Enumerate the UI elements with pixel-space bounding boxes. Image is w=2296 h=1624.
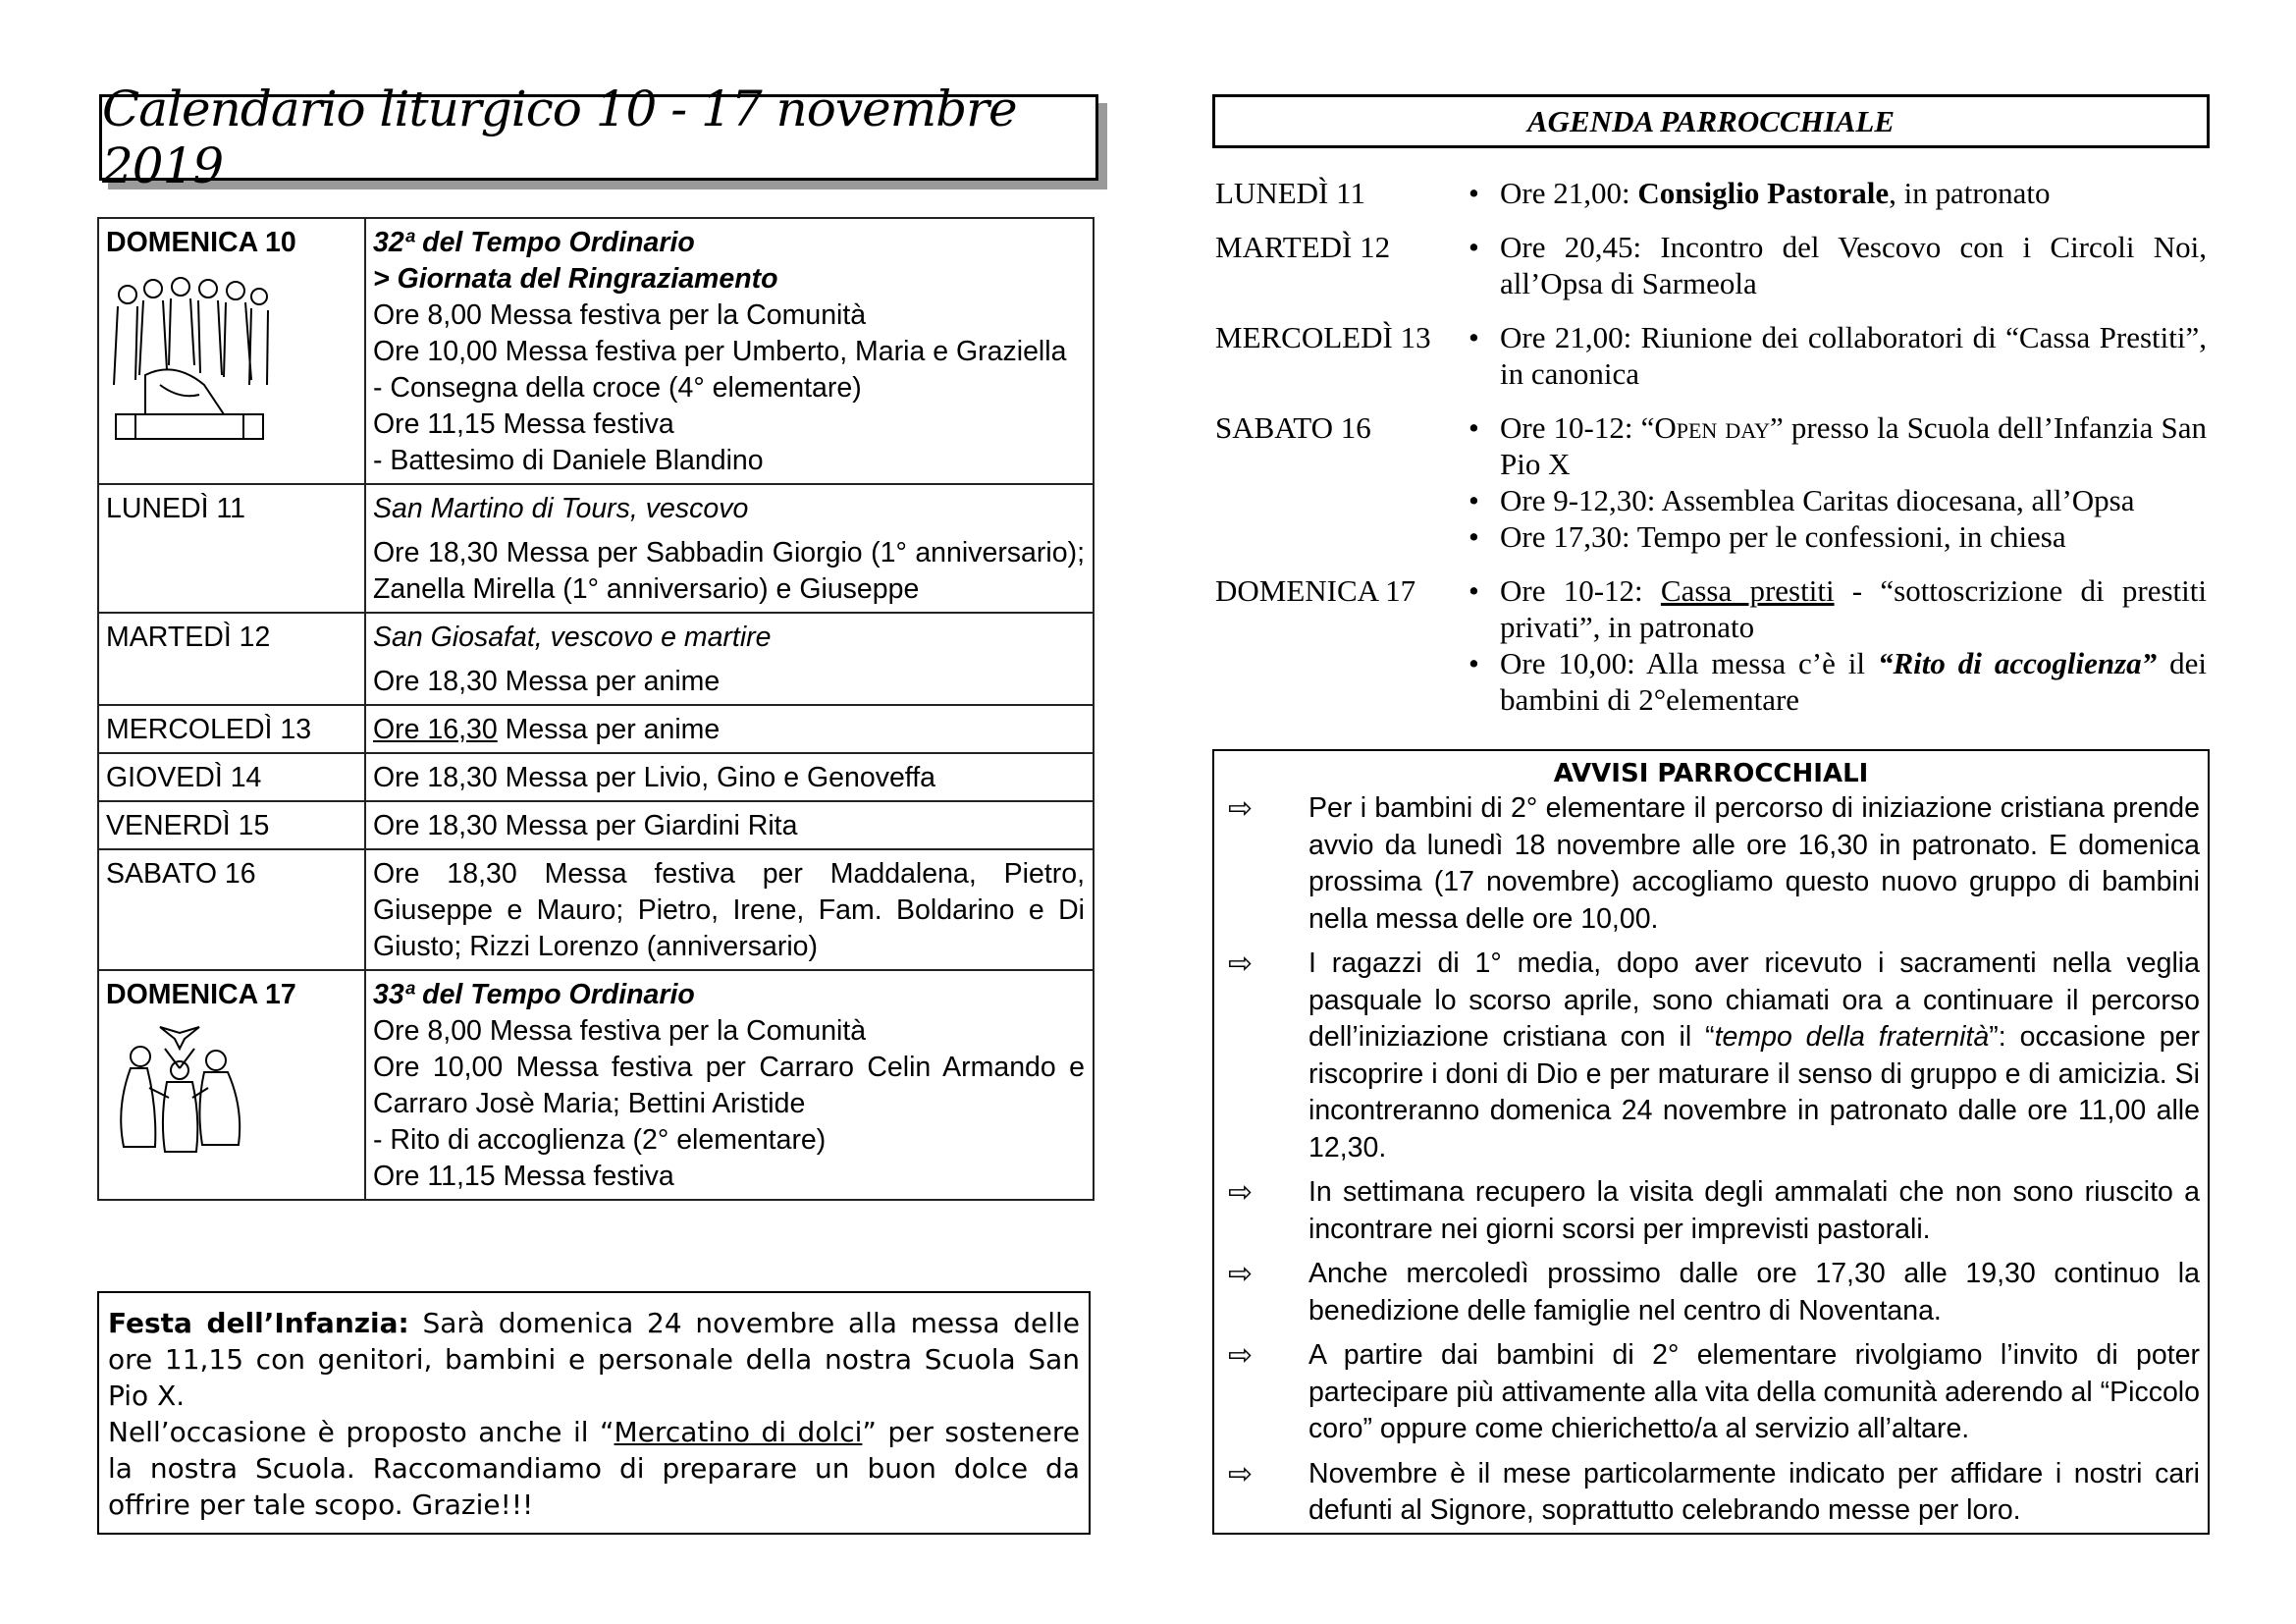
avvisi-title: AVVISI PARROCCHIALI [1553, 759, 1869, 788]
saint-line: San Martino di Tours, vescovo [373, 493, 749, 524]
agenda-items [1461, 175, 2207, 211]
mass-line: Ore 11,15 Messa festiva [373, 1161, 674, 1192]
day-cell: SABATO 16 [98, 849, 365, 970]
sunday-title: 32ª del Tempo Ordinario [373, 227, 695, 258]
list-item: • Ore 17,30: Tempo per le confessioni, in chiesa [1461, 518, 2207, 555]
agenda-text: , in patronato [1889, 176, 2051, 210]
agenda-text: ” presso la Scuola dell’Infanzia San Pio X [1500, 410, 2208, 481]
agenda-row [1215, 175, 2207, 211]
content-cell: Ore 18,30 Messa festiva per Maddalena, Pietro, Giuseppe e Mauro; Pietro, Irene, Fam. Boldarino e Di Giusto; Rizzi Lorenzo (anniversario) [365, 849, 1094, 970]
mass-line: Ore 8,00 Messa festiva per la Comunità [373, 299, 867, 331]
avviso-text: In settimana recupero la visita degli ammalati che non sono riuscito a incontrare nei giorni scorsi per imprevisti pastorali. [1308, 1176, 2200, 1245]
arrow-right-icon: ⇨ [1228, 1456, 1254, 1491]
list-item [1461, 175, 2207, 211]
table-row [98, 705, 1094, 753]
avviso-part: ”: occasione per riscoprire i doni di Dio e per maturare il senso di gruppo e di amicizia. Si incontreranno domenica 24 novembre in patronato dalle ore 11,00 alle 12,30. [1308, 1021, 2200, 1164]
mercatino-text: Nell’occasione è proposto anche il “ [108, 1416, 614, 1448]
agenda-items [1461, 319, 2207, 392]
baptism-illustration-icon [106, 1019, 253, 1157]
avviso-part: I ragazzi di 1° media, dopo aver ricevuto i sacramenti nella veglia pasquale lo scorso aprile, sono chiamati ora a continuare il percorso dell’iniziazione cristiana con il “ [1308, 947, 2200, 1053]
agenda-text: Ore 10-12: “ [1500, 410, 1655, 445]
content-cell: Ore 18,30 Messa per Giardini Rita [365, 801, 1094, 849]
apostles-illustration-icon [106, 267, 273, 444]
day-cell [98, 218, 365, 484]
agenda-day: LUNEDÌ 11 [1215, 176, 1365, 210]
avviso-text: Novembre è il mese particolarmente indicato per affidare i nostri cari defunti al Signore, soprattutto celebrando messe per loro. [1308, 1457, 2200, 1526]
mercatino-link: Mercatino di dolci [614, 1416, 863, 1448]
sunday-subtitle: > Giornata del Ringraziamento [373, 263, 778, 295]
table-row [98, 801, 1094, 849]
agenda-list [1215, 175, 2207, 735]
content-cell: Ore 18,30 Messa per Livio, Gino e Genoveffa [365, 753, 1094, 801]
table-row [98, 484, 1094, 613]
agenda-text: dei bambini di 2°elementare [1500, 646, 2208, 717]
agenda-items [1461, 572, 2207, 718]
sunday-title: 33ª del Tempo Ordinario [373, 979, 695, 1010]
mass-line: Ore 10,00 Messa festiva per Umberto, Maria e Graziella [373, 336, 1067, 367]
agenda-row [1215, 229, 2207, 301]
table-row [98, 970, 1094, 1200]
day-cell [98, 970, 365, 1200]
list-item [1222, 1174, 2200, 1248]
content-cell [365, 613, 1094, 705]
agenda-text: Ore 10-12: [1500, 573, 1661, 608]
event-line: - Battesimo di Daniele Blandino [373, 445, 764, 476]
day-cell: GIOVEDÌ 14 [98, 753, 365, 801]
arrow-right-icon: ⇨ [1228, 1338, 1254, 1373]
agenda-row [1215, 572, 2207, 718]
table-row [98, 849, 1094, 970]
agenda-text: - “sottoscrizione di prestiti privati”, in patronato [1500, 573, 2207, 644]
agenda-day: DOMENICA 17 [1215, 573, 1416, 608]
mass-time: Ore 16,30 [373, 714, 498, 745]
list-item [1222, 1256, 2200, 1329]
festa-label: Festa dell’Infanzia: [108, 1307, 409, 1339]
rito-accoglienza-text: “Rito di accoglienza” [1877, 646, 2158, 680]
liturgical-calendar-table [97, 217, 1095, 1201]
table-row [98, 218, 1094, 484]
list-item [1222, 946, 2200, 1166]
list-item: • Ore 9-12,30: Assemblea Caritas diocesana, all’Opsa [1461, 482, 2207, 518]
content-cell [365, 484, 1094, 613]
list-item [1222, 790, 2200, 938]
mass-line: Ore 18,30 Messa per Sabbadin Giorgio (1° anniversario); Zanella Mirella (1° anniversario) e Giuseppe [373, 537, 1085, 605]
fraternita-text: tempo della fraternità [1714, 1021, 1990, 1053]
list-item [1461, 572, 2207, 645]
mass-line: Ore 18,30 Messa per anime [373, 666, 721, 697]
content-cell [365, 218, 1094, 484]
arrow-right-icon: ⇨ [1228, 1175, 1254, 1210]
day-cell: VENERDÌ 15 [98, 801, 365, 849]
list-item [1222, 1456, 2200, 1530]
mass-line: Messa per anime [497, 714, 721, 745]
content-cell [365, 705, 1094, 753]
day-cell: MARTEDÌ 12 [98, 613, 365, 705]
avvisi-box [1212, 749, 2210, 1535]
agenda-row [1215, 409, 2207, 555]
day-cell: MERCOLEDÌ 13 [98, 705, 365, 753]
avviso-text [1308, 946, 2200, 1166]
agenda-event-name: Consiglio Pastorale [1637, 176, 1890, 210]
table-row [98, 613, 1094, 705]
avviso-text: Per i bambini di 2° elementare il percorso di iniziazione cristiana prende avvio da lunedì 18 novembre alle ore 16,30 in patronato. E domenica prossima (17 novembre) accogliamo questo nuovo gruppo di bambini nella messa delle ore 10,00. [1308, 792, 2200, 935]
mass-line: Ore 8,00 Messa festiva per la Comunità [373, 1015, 867, 1047]
list-item: • Ore 21,00: Riunione dei collaboratori di “Cassa Prestiti”, in canonica [1461, 319, 2207, 392]
mercatino-paragraph [108, 1414, 1080, 1523]
festa-text: Sarà domenica 24 novembre alla messa delle ore 11,15 con genitori, bambini e personale della nostra Scuola San Pio X. [108, 1307, 1080, 1412]
list-item [1461, 645, 2207, 718]
calendar-title-box [99, 81, 1098, 194]
list-item [1461, 409, 2207, 482]
mercatino-text: ” per sostenere la nostra Scuola. Raccomandiamo di preparare un buon dolce da offrire per tale scopo. Grazie!!! [108, 1416, 1080, 1521]
festa-paragraph [108, 1305, 1080, 1414]
saint-line: San Giosafat, vescovo e martire [373, 622, 772, 653]
arrow-right-icon: ⇨ [1228, 1257, 1254, 1291]
agenda-items [1461, 229, 2207, 301]
calendar-title: Calendario liturgico 10 - 17 novembre 2019 [102, 81, 1017, 194]
mass-line: Ore 11,15 Messa festiva [373, 408, 674, 440]
mass-line: Ore 10,00 Messa festiva per Carraro Celin Armando e Carraro Josè Maria; Bettini Aristide [373, 1052, 1085, 1119]
cassa-prestiti-link: Cassa prestiti [1660, 573, 1835, 608]
content-cell [365, 970, 1094, 1200]
event-line: - Consegna della croce (4° elementare) [373, 372, 862, 404]
festa-infanzia-box [97, 1291, 1091, 1535]
arrow-right-icon: ⇨ [1228, 791, 1254, 826]
arrow-right-icon: ⇨ [1228, 947, 1254, 981]
agenda-items [1461, 409, 2207, 555]
list-item: • Ore 20,45: Incontro del Vescovo con i Circoli Noi, all’Opsa di Sarmeola [1461, 229, 2207, 301]
avviso-text: Anche mercoledì prossimo dalle ore 17,30 alle 19,30 continuo la benedizione delle famiglie nel centro di Noventana. [1308, 1258, 2200, 1326]
day-label: DOMENICA 17 [106, 979, 296, 1010]
event-line: - Rito di accoglienza (2° elementare) [373, 1124, 827, 1156]
agenda-day: SABATO 16 [1215, 410, 1371, 445]
avviso-text: A partire dai bambini di 2° elementare rivolgiamo l’invito di poter partecipare più attivamente alla vita della comunità aderendo al “Piccolo coro” oppure come chierichetto/a al servizio all’altare. [1308, 1339, 2200, 1444]
day-cell: LUNEDÌ 11 [98, 484, 365, 613]
agenda-day: MARTEDÌ 12 [1215, 230, 1391, 264]
agenda-text: Ore 21,00: [1500, 176, 1638, 210]
day-label: DOMENICA 10 [106, 227, 296, 258]
agenda-day: MERCOLEDÌ 13 [1215, 320, 1431, 354]
agenda-title: AGENDA PARROCCHIALE [1212, 94, 2210, 148]
agenda-row [1215, 319, 2207, 392]
table-row [98, 753, 1094, 801]
list-item [1222, 1337, 2200, 1448]
agenda-text: Ore 10,00: Alla messa c’è il [1500, 646, 1878, 680]
open-day-text: Open day [1654, 410, 1771, 445]
